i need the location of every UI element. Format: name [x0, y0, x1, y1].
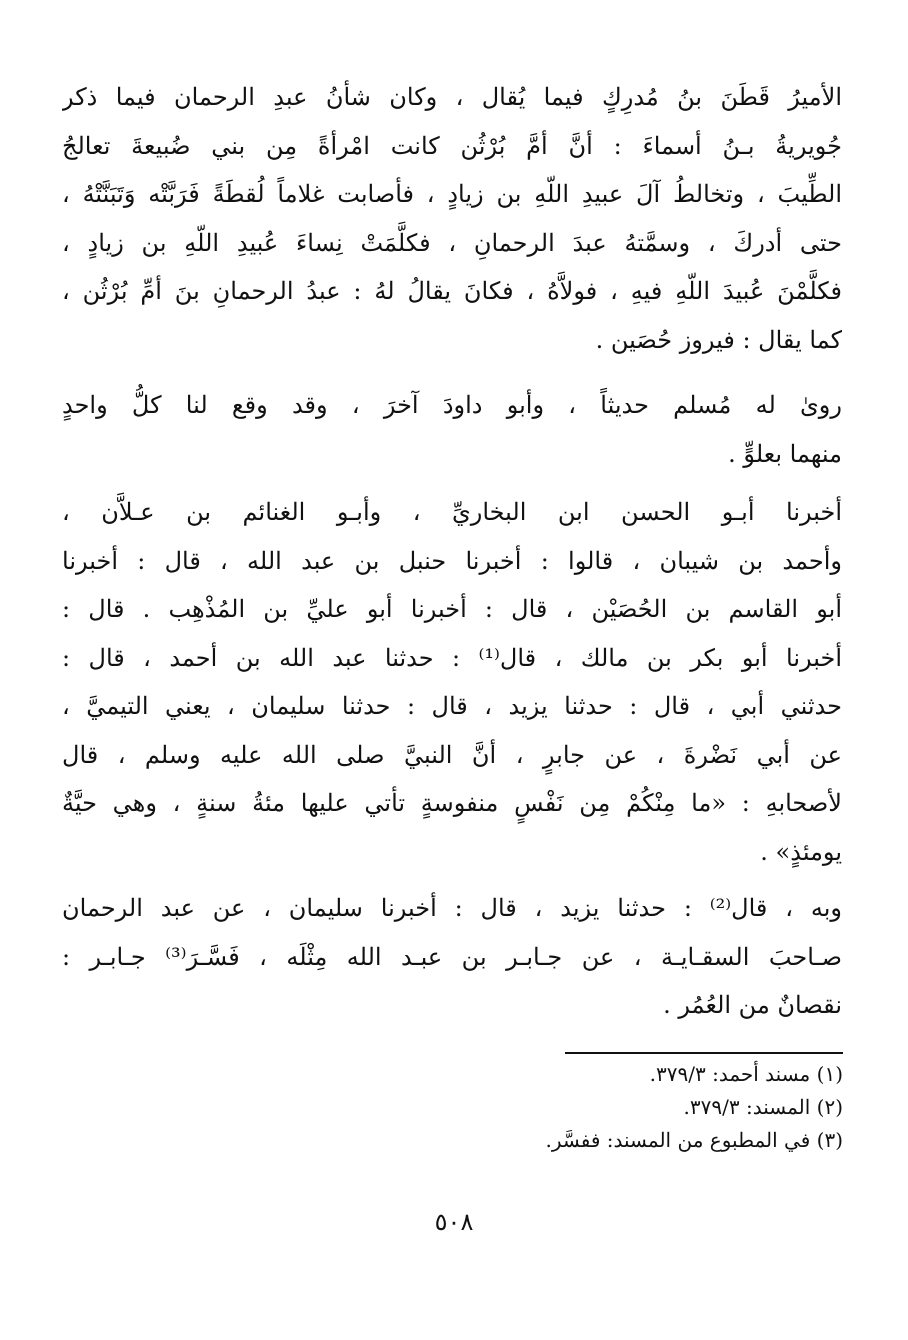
text-line: روىٰ له مُسلم حديثاً ، وأبو داودَ آخرَ ، وقد وقع لنا كلُّ واحدٍ [62, 391, 842, 419]
paragraph-second-chain [62, 884, 842, 1030]
text-line: عن أبي نَضْرةَ ، عن جابرٍ ، أنَّ النبيَّ صلى الله عليه وسلم ، قال [62, 740, 842, 769]
text-line: حدثني أبي ، قال : حدثنا يزيد ، قال : حدثنا سليمان ، يعني التيميَّ ، [62, 692, 842, 720]
footnote-item: (٢) المسند: ٣٧٩/٣. [683, 1095, 843, 1119]
footnotes [300, 1058, 843, 1157]
text-line: صـاحبَ السقـايـة ، عن جـابـر بن عبـد الله مِثْلَه ، فَسَّـرَ⁽³⁾ جـابـر : [62, 942, 842, 971]
footnote-divider [565, 1052, 843, 1054]
text-line: لأصحابهِ : «ما مِنْكُمْ مِن نَفْسٍ منفوسةٍ تأتي عليها مئةُ سنةٍ ، وهي حيَّةٌ [62, 789, 842, 817]
paragraph-narration-note [62, 381, 842, 478]
text-line: وبه ، قال⁽²⁾ : حدثنا يزيد ، قال : أخبرنا سليمان ، عن عبد الرحمان [62, 894, 842, 922]
text-line: يومئذٍ» . [760, 837, 842, 866]
text-line: جُويريةُ بـنُ أسماءَ : أنَّ أمَّ بُرْثُن كانت امْرأةً مِن بني ضُبيعةَ تعالجُ [62, 131, 842, 160]
text-line: فكلَّمْنَ عُبيدَ اللّهِ فيهِ ، فولاَّهُ ، فكانَ يقالُ لهُ : عبدُ الرحمانِ بنَ أمِّ بُرْثُن ، [62, 277, 842, 305]
text-line: حتى أدركَ ، وسمَّتهُ عبدَ الرحمانِ ، فكلَّمَتْ نِساءَ عُبيدِ اللّهِ بن زيادٍ ، [62, 228, 842, 257]
text-line: أخبرنا أبو بكر بن مالك ، قال⁽¹⁾ : حدثنا عبد الله بن أحمد ، قال : [62, 643, 842, 672]
text-line: أبو القاسم بن الحُصَيْن ، قال : أخبرنا أبو عليِّ بن المُذْهِب . قال : [62, 595, 842, 623]
text-line: أخبرنا أبـو الحسن ابن البخاريِّ ، وأبـو الغنائم بن عـلاَّن ، [62, 498, 842, 526]
text-line: منهما بعلوٍّ . [728, 439, 842, 468]
footnote-item: (٣) في المطبوع من المسند: ففسَّر. [545, 1128, 843, 1152]
footnote-item: (١) مسند أحمد: ٣٧٩/٣. [649, 1062, 843, 1086]
text-line: كما يقال : فيروز حُصَين . [595, 325, 842, 354]
paragraph-hadith-chain [62, 488, 842, 876]
text-line: نقصانٌ من العُمُر . [663, 991, 842, 1019]
text-line: الأميرُ قَطَنَ بنُ مُدرِكٍ فيما يُقال ، وكان شأنُ عبدِ الرحمان فيما ذكر [62, 83, 842, 111]
text-line: الطِّيبَ ، وتخالطُ آلَ عبيدِ اللّهِ بن زيادٍ ، فأصابت غلاماً لُقطَةً فَرَبَّتْه وَتَبَنَّتْهُ ، [62, 180, 842, 208]
paragraph-biography [62, 73, 842, 364]
text-line: وأحمد بن شيبان ، قالوا : أخبرنا حنبل بن عبد الله ، قال : أخبرنا [62, 546, 842, 575]
page-number: ٥٠٨ [434, 1208, 474, 1236]
